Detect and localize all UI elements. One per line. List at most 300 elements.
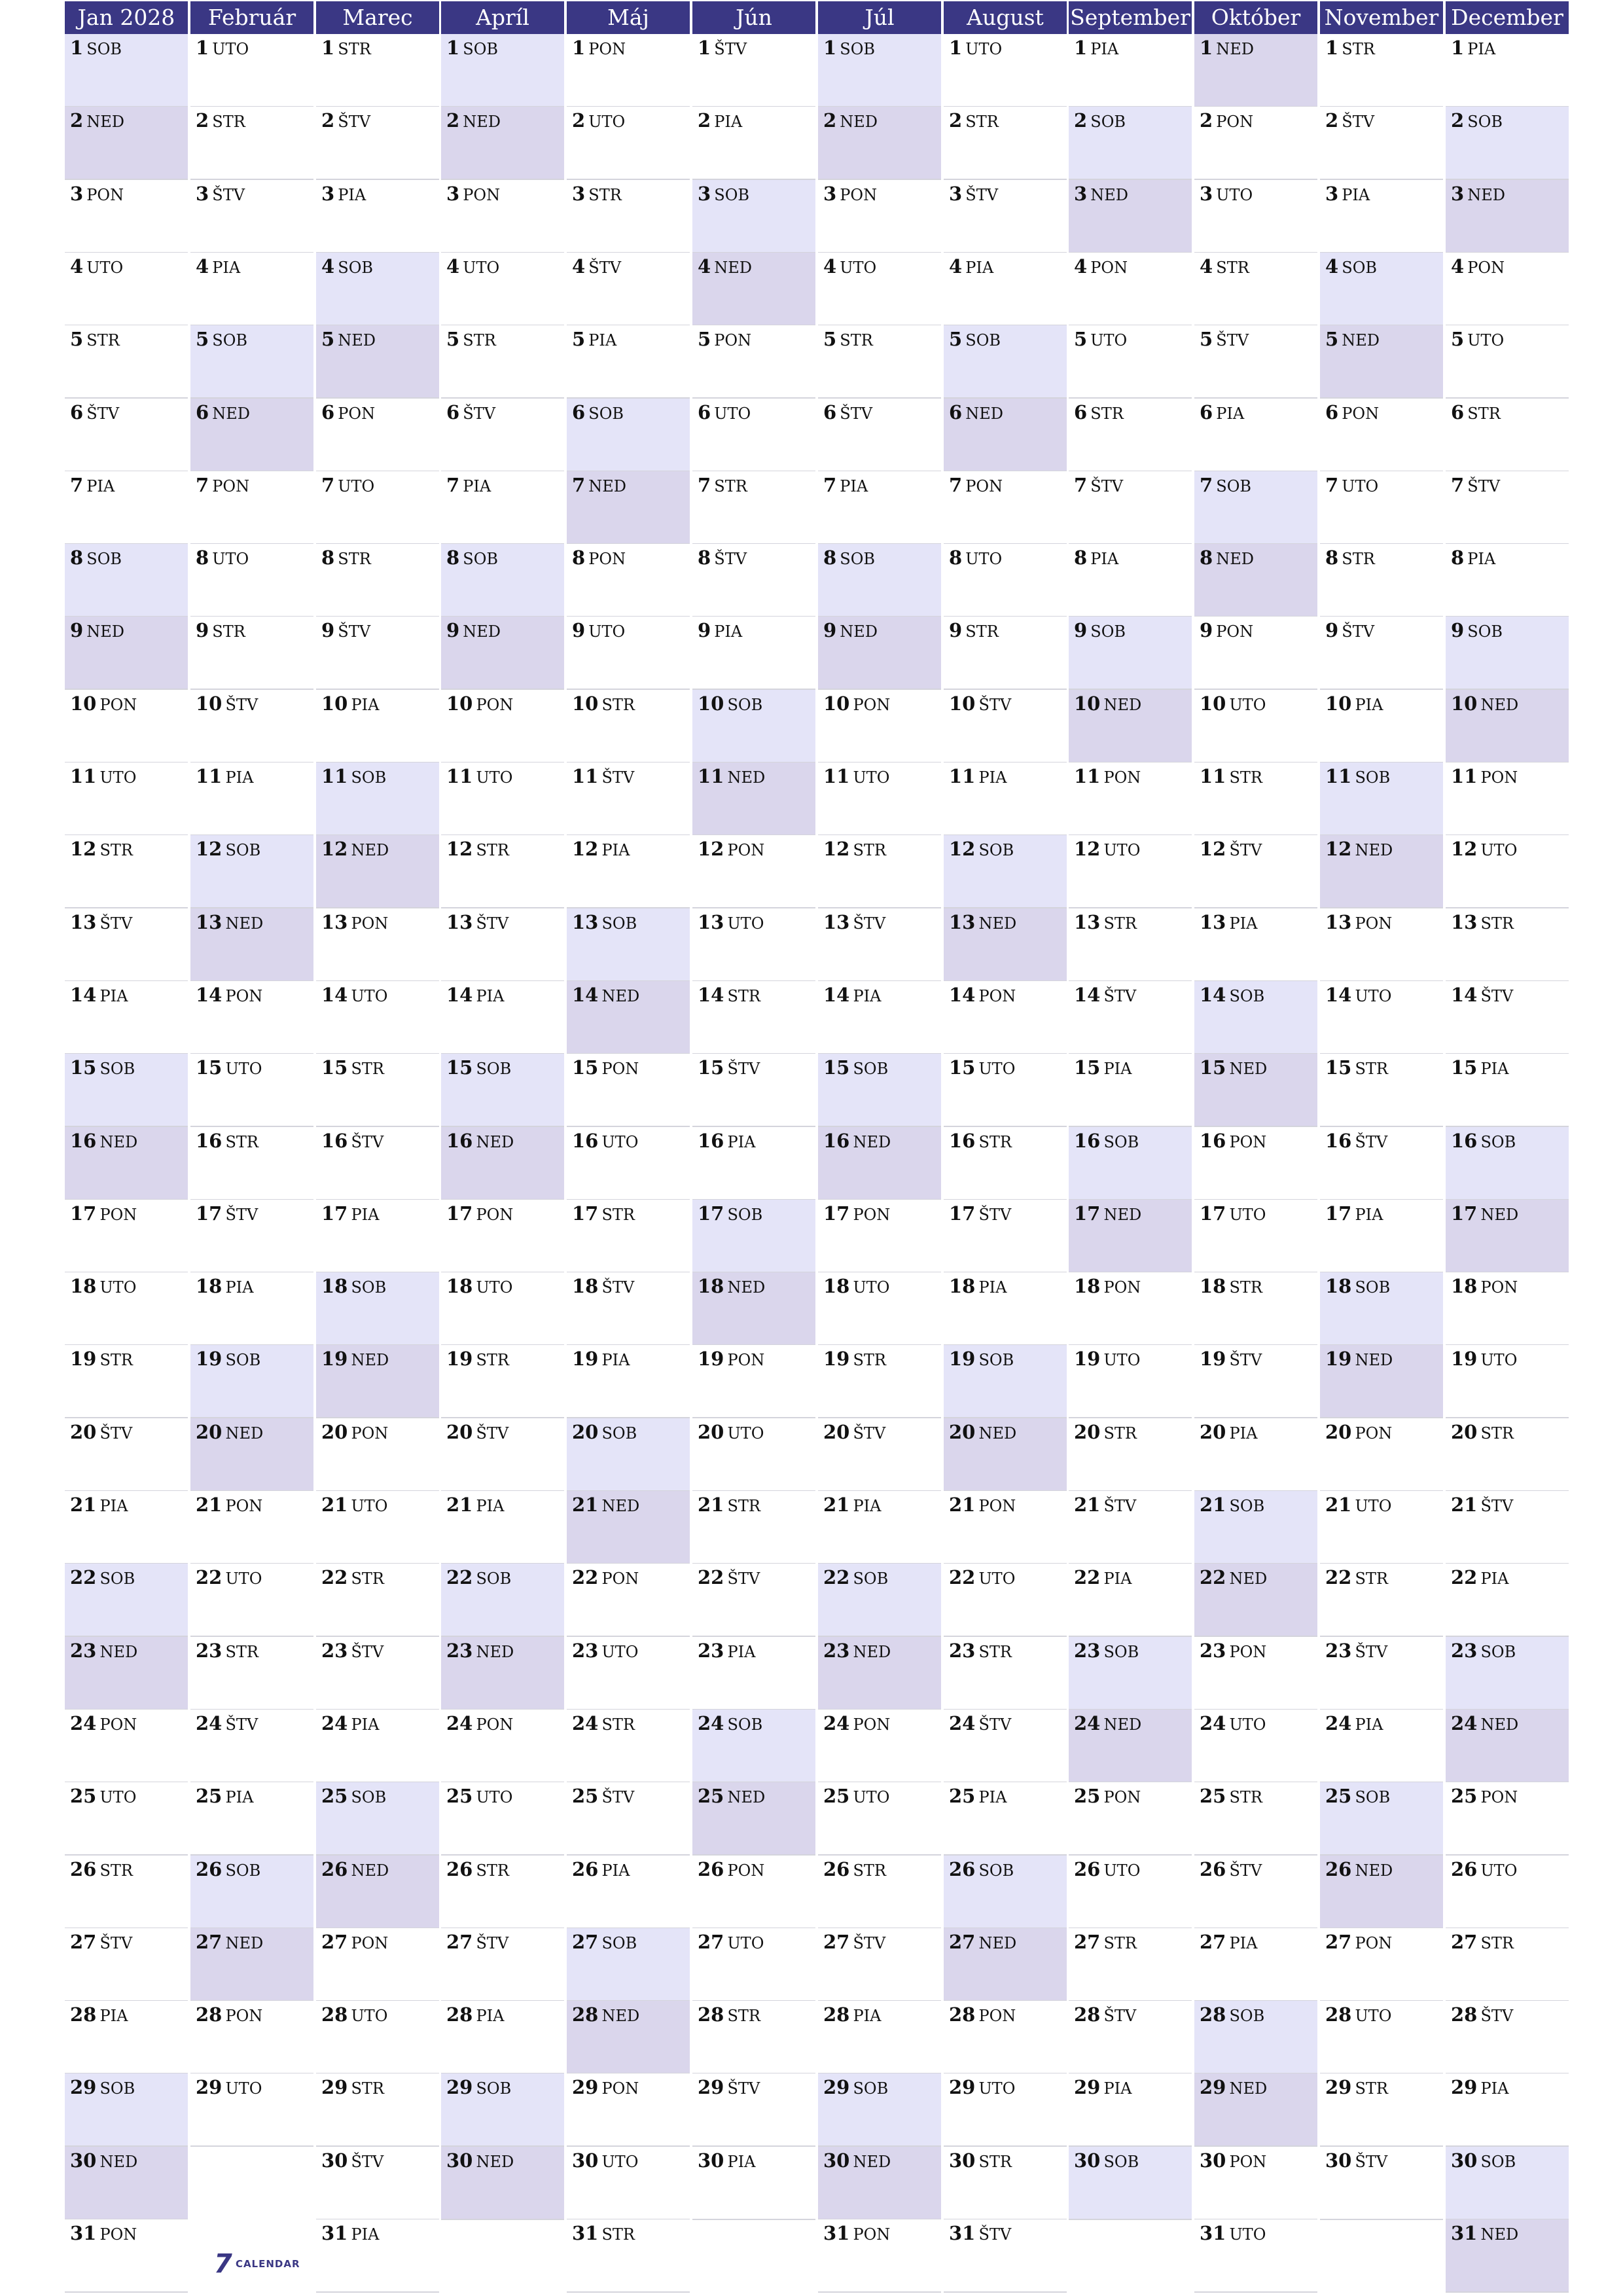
day-label	[949, 401, 1003, 423]
day-cell	[692, 107, 815, 180]
day-cell	[1194, 1200, 1317, 1273]
day-cell	[190, 544, 313, 617]
weekday-abbr: SOB	[601, 1934, 637, 1952]
weekday-abbr: SOB	[225, 1351, 261, 1369]
day-number: 7	[572, 474, 586, 496]
day-number: 11	[1325, 765, 1352, 787]
weekday-abbr: STR	[601, 1715, 635, 1734]
weekday-abbr: UTO	[978, 1570, 1016, 1588]
day-label	[1200, 1785, 1262, 1807]
day-label	[572, 1348, 630, 1370]
day-cell	[1446, 325, 1569, 399]
day-label	[1325, 619, 1374, 641]
day-label	[949, 1858, 1014, 1880]
day-number: 13	[1325, 911, 1352, 933]
day-number: 1	[949, 37, 963, 59]
weekday-abbr: SOB	[476, 2079, 512, 2098]
day-cell	[65, 1272, 188, 1346]
weekday-abbr: NED	[476, 1133, 514, 1151]
day-number: 7	[70, 474, 84, 496]
day-number: 22	[1074, 1566, 1101, 1588]
day-cell	[1194, 180, 1317, 253]
day-label	[1074, 401, 1124, 423]
day-cell	[818, 471, 941, 545]
day-label	[70, 328, 120, 350]
weekday-abbr: PIA	[1355, 696, 1383, 714]
day-label	[698, 401, 751, 423]
day-cell	[1320, 325, 1443, 399]
day-cell	[1446, 399, 1569, 472]
day-number: 7	[1325, 474, 1339, 496]
day-label	[698, 1348, 764, 1370]
day-cell	[316, 617, 439, 690]
day-label	[321, 1130, 383, 1152]
weekday-abbr: PON	[1216, 622, 1254, 641]
day-cell	[567, 1710, 690, 1783]
day-number: 28	[446, 2003, 473, 2026]
day-number: 3	[196, 183, 209, 205]
day-cell	[818, 325, 941, 399]
weekday-abbr: PIA	[1480, 1570, 1509, 1588]
weekday-abbr: PIA	[1467, 40, 1496, 58]
day-cell	[441, 981, 564, 1054]
day-number: 16	[70, 1130, 97, 1152]
day-label	[1074, 2003, 1136, 2026]
day-number: 28	[1074, 2003, 1101, 2026]
weekday-abbr: STR	[601, 1206, 635, 1224]
weekday-abbr: NED	[99, 1643, 138, 1661]
weekday-abbr: PIA	[1103, 1060, 1132, 1078]
day-cell	[441, 617, 564, 690]
day-label	[1074, 838, 1140, 860]
day-label	[949, 1566, 1015, 1588]
weekday-abbr: STR	[351, 2079, 384, 2098]
day-cell	[692, 1491, 815, 1564]
day-cell	[1194, 981, 1317, 1054]
day-label	[1325, 401, 1379, 423]
day-cell	[190, 34, 313, 107]
weekday-abbr: NED	[463, 113, 501, 131]
weekday-abbr: PIA	[978, 1278, 1007, 1297]
day-number: 7	[1200, 474, 1213, 496]
weekday-abbr: STR	[1342, 550, 1375, 568]
day-cell	[65, 180, 188, 253]
weekday-abbr: STR	[99, 1861, 133, 1880]
weekday-abbr: UTO	[601, 1133, 639, 1151]
day-label	[1451, 109, 1503, 132]
day-cell	[1069, 253, 1192, 326]
day-number: 30	[446, 2149, 473, 2172]
day-cell	[190, 835, 313, 908]
weekday-abbr: SOB	[965, 331, 1001, 350]
day-cell	[692, 1200, 815, 1273]
day-number: 22	[572, 1566, 599, 1588]
day-number: 19	[196, 1348, 223, 1370]
weekday-abbr: SOB	[99, 2079, 135, 2098]
day-number: 14	[1200, 984, 1226, 1006]
day-cell	[1320, 690, 1443, 763]
weekday-abbr: PON	[840, 186, 878, 204]
weekday-abbr: PON	[351, 914, 389, 933]
weekday-abbr: STR	[225, 1133, 259, 1151]
day-label	[698, 692, 762, 715]
day-cell	[818, 1928, 941, 2001]
day-number: 13	[823, 911, 850, 933]
weekday-abbr: PIA	[225, 768, 254, 787]
weekday-abbr: SOB	[1355, 1788, 1391, 1806]
day-label	[321, 984, 387, 1006]
day-cell	[944, 1928, 1067, 2001]
day-number: 26	[1200, 1858, 1226, 1880]
day-cell	[1069, 107, 1192, 180]
weekday-abbr: PIA	[840, 477, 868, 495]
weekday-abbr: UTO	[212, 550, 249, 568]
weekday-abbr: NED	[1480, 1206, 1519, 1224]
day-cell	[190, 1127, 313, 1200]
day-label	[949, 1494, 1016, 1516]
day-label	[321, 2222, 379, 2244]
weekday-abbr: PON	[978, 987, 1016, 1005]
day-cell	[1069, 180, 1192, 253]
day-label	[321, 328, 376, 350]
weekday-abbr: STR	[1103, 1934, 1137, 1952]
day-label	[572, 765, 634, 787]
weekday-abbr: UTO	[965, 550, 1003, 568]
day-label	[1451, 2149, 1516, 2172]
day-label	[823, 2149, 891, 2172]
weekday-abbr: STR	[727, 1497, 760, 1515]
month-header: Február	[190, 1, 313, 34]
day-cell	[692, 617, 815, 690]
day-label	[196, 37, 249, 59]
day-label	[1074, 37, 1118, 59]
day-label	[823, 547, 875, 569]
day-number: 4	[949, 255, 963, 278]
day-cell	[567, 1637, 690, 1710]
day-label	[321, 1640, 383, 1662]
weekday-abbr: SOB	[853, 1570, 889, 1588]
day-cell	[1446, 1054, 1569, 1127]
weekday-abbr: PON	[99, 2225, 137, 2244]
day-label	[1200, 984, 1264, 1006]
day-cell	[1446, 253, 1569, 326]
day-number: 1	[1074, 37, 1088, 59]
day-number: 12	[1325, 838, 1352, 860]
day-label	[1200, 1056, 1267, 1079]
day-cell	[567, 1856, 690, 1929]
day-label	[1074, 619, 1126, 641]
day-label	[698, 1785, 765, 1807]
day-cell	[65, 544, 188, 617]
day-cell	[441, 1345, 564, 1418]
weekday-abbr: PON	[225, 1497, 263, 1515]
day-cell	[692, 1418, 815, 1492]
day-number: 15	[70, 1056, 97, 1079]
day-label	[1074, 1275, 1141, 1297]
day-cell	[65, 981, 188, 1054]
day-cell	[567, 908, 690, 982]
day-label	[1200, 2003, 1264, 2026]
day-label	[1451, 1056, 1508, 1079]
weekday-abbr: PIA	[99, 987, 128, 1005]
day-label	[949, 328, 1001, 350]
day-number: 21	[1325, 1494, 1352, 1516]
day-number: 6	[572, 401, 586, 423]
day-cell	[567, 107, 690, 180]
day-number: 13	[1074, 911, 1101, 933]
day-number: 6	[70, 401, 84, 423]
day-number: 13	[1200, 911, 1226, 933]
day-cell	[818, 1637, 941, 1710]
weekday-abbr: PIA	[338, 186, 366, 204]
weekday-abbr: UTO	[588, 113, 626, 131]
weekday-abbr: NED	[601, 987, 640, 1005]
weekday-abbr: PON	[601, 1060, 639, 1078]
day-label	[572, 911, 637, 933]
weekday-abbr: ŠTV	[853, 914, 886, 933]
day-label	[70, 401, 119, 423]
month-column	[944, 1, 1067, 2296]
day-label	[1451, 984, 1513, 1006]
weekday-abbr: ŠTV	[1355, 1643, 1388, 1661]
day-label	[823, 183, 877, 205]
day-number: 28	[949, 2003, 976, 2026]
day-cell	[818, 180, 941, 253]
day-cell	[65, 325, 188, 399]
day-label	[823, 2003, 881, 2026]
day-number: 25	[1325, 1785, 1352, 1807]
day-number: 8	[823, 547, 837, 569]
weekday-abbr: SOB	[727, 696, 763, 714]
day-number: 22	[949, 1566, 976, 1588]
day-cell	[567, 981, 690, 1054]
day-cell	[190, 107, 313, 180]
weekday-abbr: NED	[1480, 696, 1519, 714]
day-number: 11	[698, 765, 724, 787]
day-cell	[316, 471, 439, 545]
day-cell	[65, 690, 188, 763]
day-label	[698, 838, 764, 860]
day-number: 9	[1451, 619, 1465, 641]
day-label	[949, 547, 1002, 569]
weekday-abbr: ŠTV	[225, 1715, 259, 1734]
day-number: 12	[321, 838, 348, 860]
day-cell	[1320, 1928, 1443, 2001]
day-cell	[944, 325, 1067, 399]
weekday-abbr: ŠTV	[1229, 1861, 1262, 1880]
day-label	[70, 692, 137, 715]
day-label	[698, 1421, 764, 1443]
day-label	[70, 2149, 137, 2172]
weekday-abbr: SOB	[99, 1060, 135, 1078]
weekday-abbr: STR	[212, 113, 245, 131]
day-number: 3	[1200, 183, 1213, 205]
day-cell	[316, 1345, 439, 1418]
day-label	[1200, 1202, 1266, 1225]
day-number: 12	[70, 838, 97, 860]
day-label	[1451, 1785, 1518, 1807]
weekday-abbr: STR	[1480, 1934, 1514, 1952]
weekday-abbr: NED	[965, 404, 1004, 423]
day-label	[70, 1858, 133, 1880]
day-number: 20	[1325, 1421, 1352, 1443]
day-cell	[944, 253, 1067, 326]
day-cell	[1446, 34, 1569, 107]
day-number: 3	[823, 183, 837, 205]
day-label	[321, 2149, 383, 2172]
day-label	[949, 474, 1003, 496]
day-number: 12	[446, 838, 473, 860]
day-cell	[1194, 835, 1317, 908]
weekday-abbr: PIA	[351, 1206, 380, 1224]
day-cell	[567, 544, 690, 617]
day-cell	[1446, 1710, 1569, 1783]
day-number: 20	[949, 1421, 976, 1443]
day-number: 1	[1325, 37, 1339, 59]
weekday-abbr: NED	[1467, 186, 1506, 204]
day-number: 26	[572, 1858, 599, 1880]
day-number: 17	[949, 1202, 976, 1225]
day-label	[1074, 1130, 1139, 1152]
day-label	[572, 692, 635, 715]
day-label	[1074, 1858, 1140, 1880]
day-number: 5	[698, 328, 711, 350]
day-cell	[1069, 1345, 1192, 1418]
weekday-abbr: STR	[601, 2225, 635, 2244]
day-number: 26	[823, 1858, 850, 1880]
day-number: 25	[823, 1785, 850, 1807]
day-label	[1451, 1931, 1514, 1953]
day-number: 19	[1074, 1348, 1101, 1370]
day-cell	[567, 762, 690, 836]
weekday-abbr: PON	[727, 841, 765, 859]
day-label	[1451, 765, 1518, 787]
day-number: 4	[70, 255, 84, 278]
day-number: 24	[698, 1712, 724, 1734]
day-label	[698, 255, 752, 278]
day-cell	[1194, 1782, 1317, 1856]
day-cell	[65, 1200, 188, 1273]
day-cell	[1069, 1564, 1192, 1637]
day-cell	[441, 1564, 564, 1637]
weekday-abbr: STR	[1355, 1570, 1388, 1588]
day-number: 1	[321, 37, 335, 59]
day-cell	[567, 617, 690, 690]
day-label	[698, 328, 751, 350]
weekday-abbr: NED	[351, 1861, 389, 1880]
weekday-abbr: PIA	[1342, 186, 1370, 204]
day-number: 5	[949, 328, 963, 350]
weekday-abbr: STR	[476, 841, 509, 859]
day-label	[949, 2003, 1016, 2026]
day-number: 4	[321, 255, 335, 278]
weekday-abbr: SOB	[978, 1861, 1014, 1880]
day-number: 14	[196, 984, 223, 1006]
day-cell	[65, 908, 188, 982]
weekday-abbr: ŠTV	[727, 1570, 760, 1588]
weekday-abbr: STR	[1090, 404, 1124, 423]
day-number: 15	[1074, 1056, 1101, 1079]
day-number: 26	[70, 1858, 97, 1880]
weekday-abbr: UTO	[225, 1060, 262, 1078]
day-label	[70, 1640, 137, 1662]
day-label	[572, 1421, 637, 1443]
weekday-abbr: SOB	[853, 1060, 889, 1078]
weekday-abbr: ŠTV	[853, 1934, 886, 1952]
weekday-abbr: UTO	[476, 1278, 513, 1297]
weekday-abbr: STR	[1355, 2079, 1388, 2098]
day-label	[446, 692, 513, 715]
day-cell	[567, 835, 690, 908]
day-cell	[441, 1856, 564, 1929]
weekday-abbr: SOB	[1467, 113, 1503, 131]
day-cell	[441, 1127, 564, 1200]
day-cell	[944, 617, 1067, 690]
day-number: 8	[196, 547, 209, 569]
day-number: 2	[321, 109, 335, 132]
day-number: 18	[1325, 1275, 1352, 1297]
day-cell	[692, 325, 815, 399]
day-label	[446, 2149, 514, 2172]
day-number: 19	[70, 1348, 97, 1370]
weekday-abbr: UTO	[1103, 1351, 1141, 1369]
day-label	[446, 1931, 508, 1953]
day-cell	[190, 399, 313, 472]
day-number: 19	[572, 1348, 599, 1370]
day-label	[321, 1566, 384, 1588]
day-label	[949, 838, 1014, 860]
weekday-abbr: UTO	[99, 1278, 137, 1297]
day-cell	[818, 253, 941, 326]
day-label	[196, 1275, 253, 1297]
day-cell	[1069, 1637, 1192, 1710]
day-label	[823, 1348, 886, 1370]
day-cell	[944, 1054, 1067, 1127]
weekday-abbr: NED	[1480, 2225, 1519, 2244]
weekday-abbr: STR	[978, 1133, 1012, 1151]
day-number: 10	[1074, 692, 1101, 715]
day-cell	[65, 107, 188, 180]
day-label	[70, 1056, 135, 1079]
day-label	[823, 1712, 890, 1734]
day-label	[949, 2076, 1015, 2098]
weekday-abbr: STR	[463, 331, 496, 350]
month-column	[316, 1, 439, 2296]
day-label	[321, 838, 389, 860]
day-label	[321, 1785, 386, 1807]
day-number: 29	[321, 2076, 348, 2098]
day-label	[196, 474, 249, 496]
day-label	[196, 1130, 259, 1152]
day-label	[823, 1931, 885, 1953]
weekday-abbr: PON	[476, 1715, 514, 1734]
weekday-abbr: UTO	[853, 768, 890, 787]
day-number: 12	[1451, 838, 1478, 860]
day-cell	[1069, 908, 1192, 982]
weekday-abbr: ŠTV	[727, 1060, 760, 1078]
day-number: 15	[1200, 1056, 1226, 1079]
day-cell	[65, 1564, 188, 1637]
day-number: 16	[321, 1130, 348, 1152]
day-label	[572, 1712, 635, 1734]
day-cell	[567, 180, 690, 253]
day-number: 20	[823, 1421, 850, 1443]
day-cell	[190, 1928, 313, 2001]
day-label	[698, 474, 747, 496]
day-label	[196, 1056, 262, 1079]
day-cell	[1446, 617, 1569, 690]
weekday-abbr: PON	[1103, 1788, 1141, 1806]
